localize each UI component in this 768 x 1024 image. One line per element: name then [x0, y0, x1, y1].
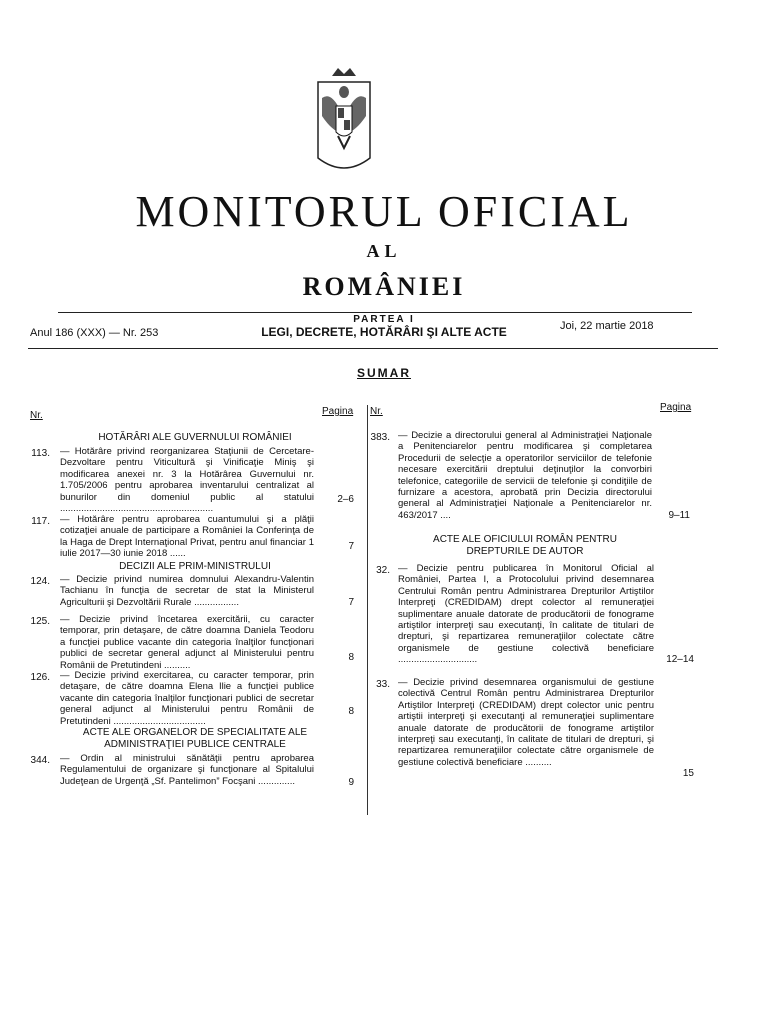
- item-page: 15: [682, 768, 694, 779]
- header-rule-top: [58, 312, 692, 313]
- item-text: — Decizie privind exercitarea, cu caracter temporar, prin detaşare, de către doamna Elena Ilie a funcţiei publice vacante din categoria înalţilor funcţionari publici de secretar general adjunct al Ministerului pentru Românii de Pretutindeni ...................................: [60, 670, 314, 727]
- publication-title: MONITORUL OFICIAL: [135, 187, 633, 236]
- item-text: — Decizie privind desemnarea organismului de gestiune colectivă Centrul Român pentru Administrarea Drepturilor Artiştilor Interpreţi (CREDIDAM) drept colector unic pentru artiştii interpreţi şi executanţi al remuneraţiei suplimentare anuale datorate de producătorii de fonograme artiştilor interpreţi sau executanţi, în calitate de titulari de drepturi, şi repartizarea remuneraţiilor colectate către organismele de gestiune colectivă beneficiare ..........: [398, 677, 654, 768]
- issue-date: Joi, 22 martie 2018: [560, 320, 654, 332]
- item-page: 8: [348, 652, 354, 663]
- item-text: — Hotărâre pentru aprobarea cuantumului şi a plăţii cotizaţiei anuale de participare a României la Conferinţa de la Haga de Drept Internaţional Privat, pentru anul financiar 1 iulie 2017—30 iunie 2018 ......: [60, 514, 314, 560]
- item-number: 32.: [376, 565, 390, 576]
- item-page: 9: [348, 777, 354, 788]
- issue-number: Anul 186 (XXX) — Nr. 253: [30, 327, 159, 339]
- section-label: LEGI, DECRETE, HOTĂRÂRI ŞI ALTE ACTE: [261, 325, 507, 339]
- publication-title-al: AL: [366, 241, 402, 261]
- item-number: 33.: [376, 679, 390, 690]
- item-number: 383.: [370, 432, 390, 443]
- item-number: 125.: [30, 616, 50, 627]
- item-page: 9–11: [668, 510, 690, 521]
- item-text: — Decizie pentru publicarea în Monitorul Oficial al României, Partea I, a Protocolului privind desemnarea Centrului Român pentru Administrarea Drepturilor Artiştilor Interpreţi (CREDIDAM) drept colector al remuneraţiei suplimentare anuale datorate de producătorii de fonograme artiştilor interpreţi sau executanţi, în calitate de titulari de drepturi, şi repartizarea remuneraţiilor colectate către organismele de gestiune colectivă beneficiare ..............................: [398, 563, 654, 666]
- item-number: 117.: [31, 516, 50, 527]
- column-pagina-right: Pagina: [660, 402, 692, 413]
- item-text: — Decizie privind încetarea exercitării, cu caracter temporar, prin detaşare, de către doamna Daniela Teodoru a funcţiei publice vacante din categoria înalţilor funcţionari publici de secretar general adjunct al Ministerului pentru Românii de Pretutindeni ..........: [60, 614, 314, 671]
- item-page: 7: [348, 541, 354, 552]
- section-heading-organe: ACTE ALE ORGANELOR DE SPECIALITATE ALE ADMINISTRAŢIEI PUBLICE CENTRALE: [82, 727, 308, 750]
- coat-of-arms-icon: [310, 62, 378, 180]
- section-heading-oficiul: ACTE ALE OFICIULUI ROMÂN PENTRU DREPTURILE DE AUTOR: [433, 534, 617, 557]
- item-page: 8: [348, 706, 354, 717]
- section-heading-guvern: HOTĂRÂRI ALE GUVERNULUI ROMÂNIEI: [98, 432, 292, 443]
- section-heading-prim-ministru: DECIZII ALE PRIM-MINISTRULUI: [119, 561, 271, 572]
- column-nr-right: Nr.: [370, 406, 383, 417]
- item-page: 7: [348, 597, 354, 608]
- partea-label: PARTEA I: [353, 314, 415, 325]
- item-number: 344.: [30, 755, 50, 766]
- column-nr-left: Nr.: [30, 410, 43, 421]
- item-text: — Ordin al ministrului sănătăţii pentru aprobarea Regulamentului de organizare şi funcţionare al Spitalului Judeţean de Urgenţă „Sf. Pantelimon” Focşani ..............: [60, 753, 314, 787]
- item-text: — Hotărâre privind reorganizarea Staţiunii de Cercetare-Dezvoltare pentru Viticultură şi Vinificaţie Miniş şi modificarea anexei nr. 3 la Hotărârea Guvernului nr. 1.705/2006 pentru aprobarea inventarului centralizat al bunurilor din domeniul public al statului ..........................................................: [60, 446, 314, 515]
- column-pagina-left: Pagina: [322, 406, 354, 417]
- item-text: — Decizie a directorului general al Administraţiei Naţionale a Penitenciarelor pentru modificarea şi completarea Procedurii de selecţie a operatorilor serviciilor de telefonie necesare exercitării dreptului deţinuţilor la convorbiri telefonice, categoriile de servicii de telefonie şi condiţiile de furnizare a acestora, aprobată prin Decizia directorului general al Administraţiei Naţionale a Penitenciarelor nr. 463/2017 ....: [398, 430, 652, 521]
- item-text: — Decizie privind numirea domnului Alexandru-Valentin Tachianu în funcţia de secretar de stat la Ministerul Agriculturii şi Dezvoltării Rurale .................: [60, 574, 314, 608]
- publication-country: ROMÂNIEI: [302, 272, 466, 301]
- column-divider: [367, 405, 368, 815]
- summary-heading: SUMAR: [357, 366, 411, 380]
- item-number: 124.: [30, 576, 50, 587]
- header-rule-bottom: [28, 348, 718, 349]
- item-page: 2–6: [337, 494, 354, 505]
- item-number: 126.: [30, 672, 50, 683]
- item-page: 12–14: [666, 654, 694, 665]
- item-number: 113.: [31, 448, 50, 459]
